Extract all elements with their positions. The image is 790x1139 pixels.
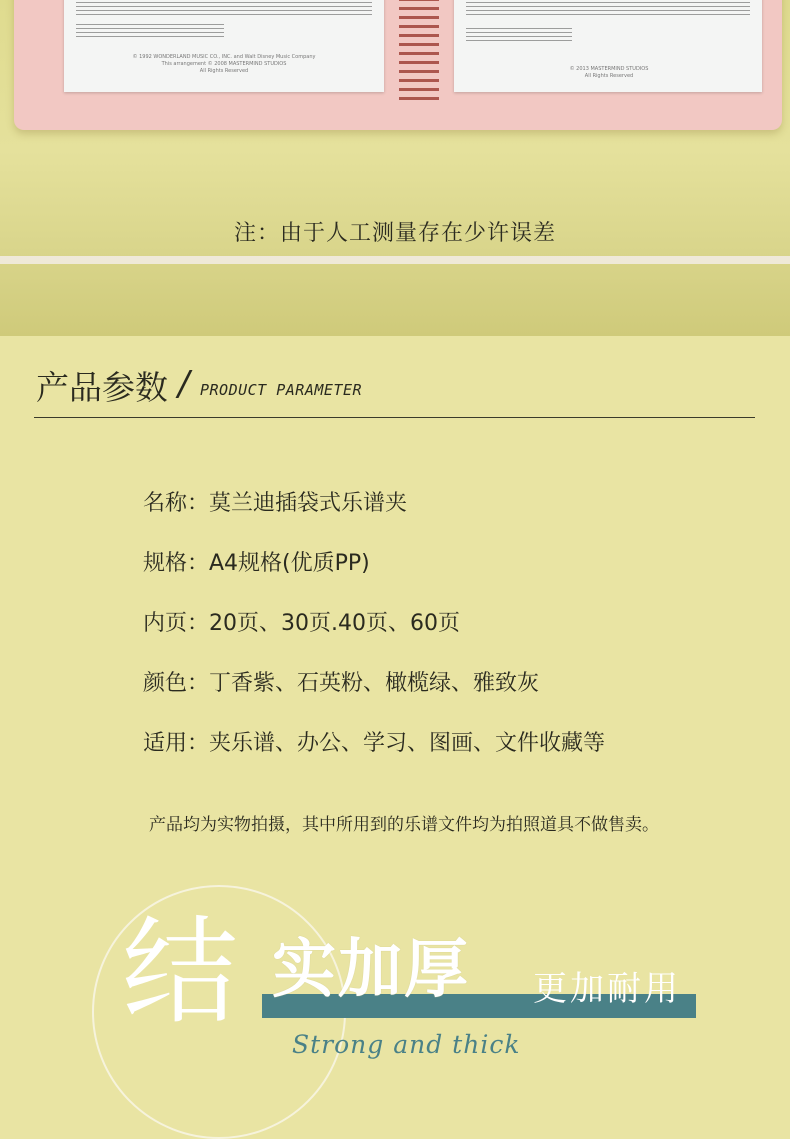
photo-shadow	[0, 256, 790, 264]
music-binder	[14, 0, 782, 130]
param-colors: 颜色：丁香紫、石英粉、橄榄绿、雅致灰	[143, 671, 540, 696]
section-subtitle: PRODUCT PARAMETER	[200, 381, 363, 399]
section-title: 产品参数	[36, 368, 168, 407]
music-sheet-right	[454, 0, 762, 92]
copyright-left: © 1992 WONDERLAND MUSIC CO., INC. and Walt Disney Music Company This arrangement © 2008 MASTERMIND STUDIOS All Rights Reserved	[132, 54, 316, 74]
section-slash: /	[178, 364, 190, 404]
music-sheet-left	[64, 0, 384, 92]
banner-big-char: 结	[122, 905, 238, 1040]
param-usage: 适用：夹乐谱、办公、学习、图画、文件收藏等	[143, 731, 606, 756]
param-pages: 内页：20页、30页.40页、60页	[143, 611, 460, 636]
product-photo	[0, 0, 790, 336]
banner-headline: 实加厚	[272, 933, 470, 1007]
photo-disclaimer: 产品均为实物拍摄，其中所用到的乐谱文件均为拍照道具不做售卖。	[149, 815, 659, 835]
banner-subheadline: 更加耐用	[533, 969, 681, 1009]
section-divider	[34, 417, 755, 418]
param-spec: 规格：A4规格(优质PP)	[143, 551, 370, 576]
copyright-right: © 2013 MASTERMIND STUDIOS All Rights Reserved	[569, 66, 649, 79]
binder-rings	[399, 0, 439, 100]
parameter-list	[143, 486, 605, 786]
banner-script-text: Strong and thick	[292, 1030, 521, 1059]
param-name: 名称：莫兰迪插袋式乐谱夹	[143, 491, 408, 516]
measurement-note: 注：由于人工测量存在少许误差	[233, 221, 556, 246]
